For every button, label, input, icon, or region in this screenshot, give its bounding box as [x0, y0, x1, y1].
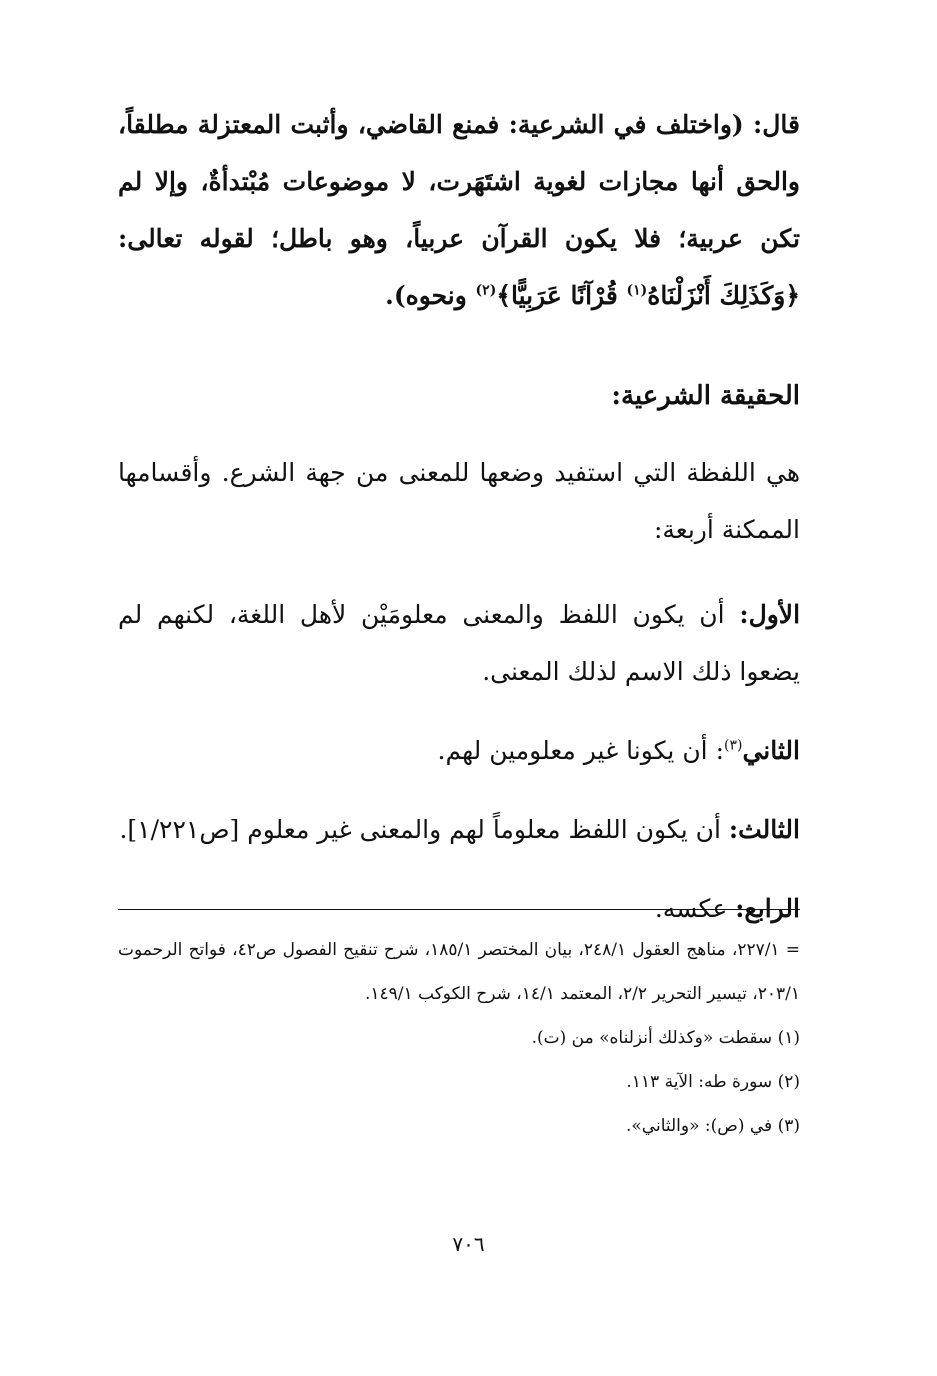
- footnote-continuation: = ٢٢٧/١، مناهج العقول ٢٤٨/١، بيان المختصر ١٨٥/١، شرح تنقيح الفصول ص٤٢، فواتح الرحموت ٢٠٣/١، تيسير التحرير ٢/٢، المعتمد ١٤/١، شرح الكوكب ١٤٩/١.: [118, 940, 800, 1004]
- footnote-text: في (ص): «والثاني».: [625, 1116, 773, 1136]
- footnote-1: [118, 1016, 800, 1060]
- footnote-3: [118, 1104, 800, 1148]
- quote-text: قال: (واختلف في الشرعية: فمنع القاضي، وأثبت المعتزلة مطلقاً، والحق أنها مجازات لغوية اشتَهَرت، لا موضوعات مُبْتدأةٌ، وإلا لم تكن عربية؛ فلا يكون القرآن عربياً، وهو باطل؛ لقوله تعالى: ﴿وَكَذَلِكَ أَنْزَلْنَاهُ: [118, 110, 800, 310]
- footnote-2: [118, 1060, 800, 1104]
- item-label: الأول:: [739, 600, 801, 629]
- page-number: ٧٠٦: [452, 1232, 485, 1256]
- item-label: الثالث:: [728, 815, 800, 844]
- footnote-ref-2: (٢): [475, 282, 497, 299]
- item-text: أن يكون اللفظ معلوماً لهم والمعنى غير معلوم [ص١/٢٢١].: [119, 815, 721, 844]
- division-item-second: [118, 722, 800, 779]
- division-item-first: [118, 586, 800, 700]
- main-text: [118, 96, 800, 959]
- footnote-text: سقطت «وكذلك أنزلناه» من (ت).: [531, 1028, 773, 1048]
- quote-end: ونحوه).: [385, 281, 467, 310]
- item-text: : أن يكونا غير معلومين لهم.: [437, 736, 724, 765]
- definition-paragraph: هي اللفظة التي استفيد وضعها للمعنى من جهة الشرع. وأقسامها الممكنة أربعة:: [118, 458, 800, 544]
- footnote-divider: [118, 909, 800, 910]
- item-text: أن يكون اللفظ والمعنى معلومَيْن لأهل اللغة، لكنهم لم يضعوا ذلك الاسم لذلك المعنى.: [118, 600, 800, 686]
- item-label: الثاني: [742, 736, 800, 765]
- item-label: الرابع:: [735, 894, 800, 923]
- division-item-third: [118, 801, 800, 858]
- footnote-text: سورة طه: الآية ١١٣.: [626, 1072, 773, 1092]
- footnote-ref-1: (١): [626, 282, 648, 299]
- footnote-number: (٣): [777, 1116, 800, 1136]
- item-text: عكسه.: [654, 894, 728, 923]
- quote-verse: قُرْآنًا عَرَبِيًّا﴾: [496, 281, 618, 310]
- footnotes: [118, 928, 800, 1148]
- quoted-passage: [118, 96, 800, 324]
- section-heading: الحقيقة الشرعية:: [611, 381, 800, 411]
- footnote-ref-3: (٣): [724, 737, 743, 754]
- footnote-number: (٢): [777, 1072, 800, 1092]
- footnote-number: (١): [777, 1028, 800, 1048]
